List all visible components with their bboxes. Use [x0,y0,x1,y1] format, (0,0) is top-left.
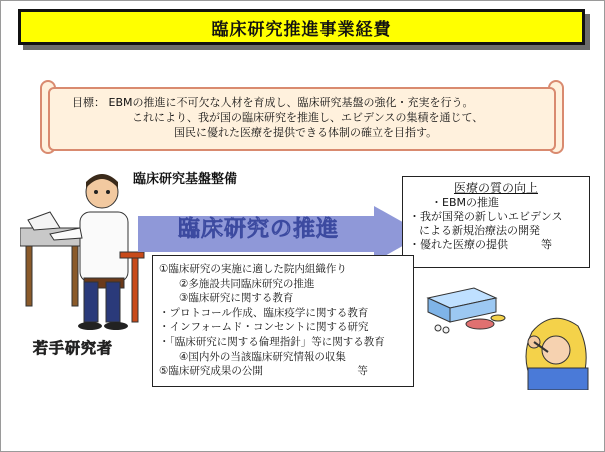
objective-line-1: 目標： EBMの推進に不可欠な人材を育成し、臨床研究基盤の強化・充実を行う。 [72,96,474,109]
objective-line-2: これにより、我が国の臨床研究を推進し、エビデンスの集積を通じて、 [132,111,484,124]
task-line: ③臨床研究に関する教育 [179,292,294,305]
task-line: ・プロトコール作成、臨床疫学に関する教育 [159,306,369,319]
slide-title: 臨床研究推進事業経費 [211,19,392,40]
task-line: ・インフォームド・コンセントに関する研究 [159,321,369,334]
infrastructure-label: 臨床研究基盤整備 [133,172,238,187]
objective-line-3: 国民に優れた医療を提供できる体制の確立を目指す。 [174,126,438,139]
patient-illustration [512,312,596,390]
quality-item: ・我が国発の新しいエビデンス [409,210,563,223]
young-researchers-label: 若手研究者 [33,339,114,357]
task-line: ②多施設共同臨床研究の推進 [179,277,315,290]
task-line: ⑤臨床研究成果の公開 等 [159,365,368,378]
doctor-illustration [20,168,146,338]
quality-item: による新規治療法の開発 [419,224,540,237]
task-line: ①臨床研究の実施に適した院内組織作り [159,263,347,275]
title-banner [18,9,585,45]
objective-scroll [48,87,556,151]
task-line: ・「臨床研究に関する倫理指針」等に関する教育 [159,335,385,348]
quality-item: ・EBMの推進 [431,196,499,209]
arrow-label: 臨床研究の推進 [178,217,340,242]
quality-item: ・優れた医療の提供 等 [409,238,552,251]
quality-title: 医療の質の向上 [453,181,538,195]
quality-box [402,176,590,268]
task-line: ④国内外の当該臨床研究情報の収集 [179,350,346,363]
tasks-box [152,255,414,387]
medicine-illustration [424,284,510,334]
